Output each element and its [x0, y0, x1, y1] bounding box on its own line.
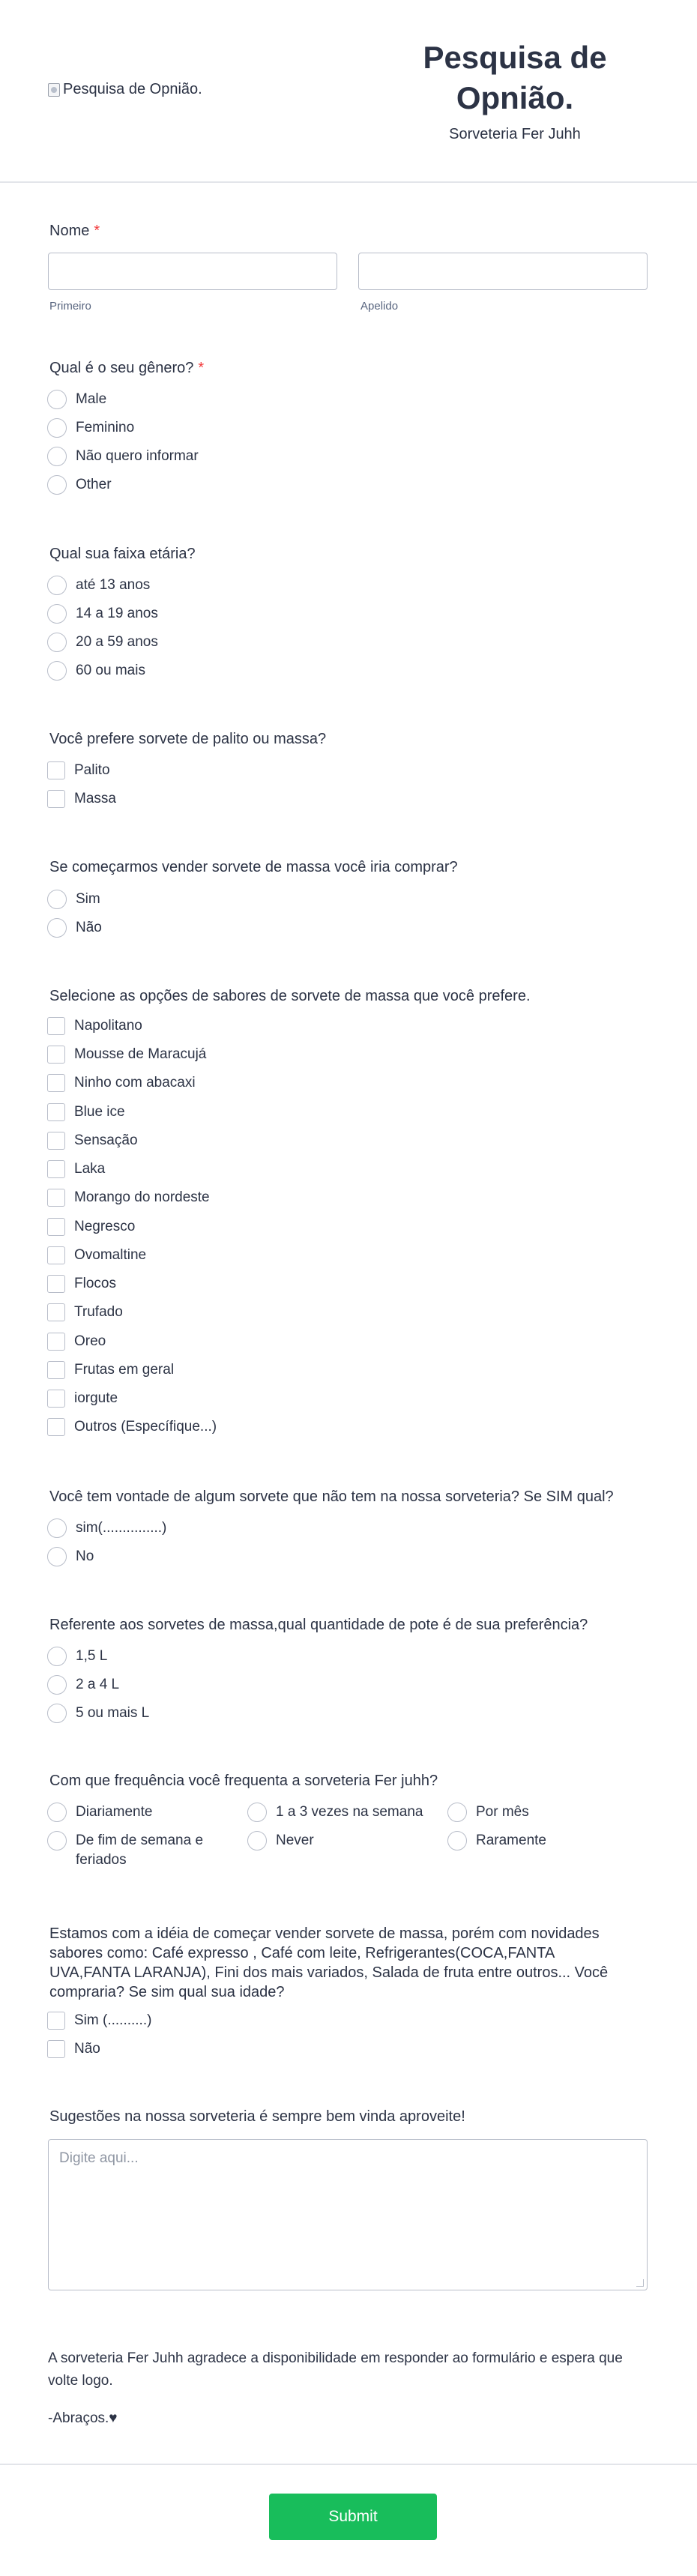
option-label: 5 ou mais L [76, 1705, 150, 1721]
option-label: Não [74, 2041, 100, 2057]
wish-option-no[interactable] [47, 1547, 94, 1566]
option-label: Trufado [74, 1304, 123, 1320]
option-label: Other [76, 477, 112, 492]
buy-option-sim[interactable] [47, 890, 100, 909]
option-label: Não [76, 920, 102, 935]
header-text [360, 37, 670, 143]
option-label: Diariamente [76, 1804, 153, 1820]
frequency-option-diariamente[interactable] [47, 1803, 152, 1822]
flavor-option[interactable] [47, 1103, 125, 1121]
thank-you-text [48, 2347, 648, 2392]
gender-option-nao-informar[interactable] [47, 447, 199, 466]
wish-option-sim[interactable] [47, 1518, 166, 1538]
radio-icon[interactable] [47, 475, 67, 495]
option-label: 2 a 4 L [76, 1677, 120, 1692]
thank-you-line: A sorveteria Fer Juhh agradece a disponibilidade em responder ao formulário e espera que [48, 2350, 623, 2366]
flavor-option[interactable] [47, 1390, 118, 1408]
option-label: Blue ice [74, 1104, 125, 1120]
option-label: No [76, 1548, 94, 1564]
radio-icon[interactable] [47, 1647, 67, 1666]
checkbox-icon[interactable] [47, 1418, 65, 1436]
flavor-option[interactable] [47, 1046, 206, 1064]
required-mark: * [94, 223, 100, 239]
radio-icon[interactable] [47, 1831, 67, 1850]
flavor-option[interactable] [47, 1160, 105, 1178]
novelty-label-line: sabores como: Café expresso , Café com leite, Refrigerantes(COCA,FANTA [49, 1945, 555, 1961]
radio-icon[interactable] [247, 1831, 267, 1850]
option-label: Flocos [74, 1276, 116, 1291]
radio-icon[interactable] [47, 390, 67, 409]
form-subtitle: Sorveteria Fer Juhh [449, 126, 581, 142]
age-option-3[interactable] [47, 633, 158, 652]
novelty-option-nao[interactable] [47, 2040, 100, 2058]
type-option-palito[interactable] [47, 761, 110, 779]
radio-icon[interactable] [47, 1704, 67, 1723]
option-label-line2: feriados [76, 1852, 127, 1868]
thank-you-line: volte logo. [48, 2373, 113, 2389]
option-label: Frutas em geral [74, 1362, 175, 1378]
novelty-label-line: Estamos com a idéia de começar vender sorvete de massa, porém com novidades [49, 1925, 600, 1942]
checkbox-icon[interactable] [47, 1246, 65, 1264]
radio-icon[interactable] [47, 1518, 67, 1538]
novelty-label [49, 1924, 649, 2002]
frequency-label: Com que frequência você frequenta a sorveteria Fer juhh? [49, 1773, 438, 1789]
option-label: Outros (Específique...) [74, 1419, 217, 1435]
option-label: até 13 anos [76, 577, 151, 593]
gender-label [49, 358, 204, 378]
option-label: 60 ou mais [76, 663, 145, 678]
radio-icon[interactable] [247, 1803, 267, 1822]
option-label: Oreo [74, 1333, 106, 1349]
option-label: 1 a 3 vezes na semana [276, 1804, 423, 1820]
frequency-option-fim-de-semana[interactable] [47, 1831, 203, 1870]
form-title [360, 37, 670, 118]
name-label [49, 221, 100, 241]
flavor-option[interactable] [47, 1074, 196, 1092]
option-label: Sim (..........) [74, 2012, 152, 2028]
checkbox-icon[interactable] [47, 1132, 65, 1150]
radio-icon[interactable] [47, 1675, 67, 1695]
flavor-option[interactable] [47, 1275, 116, 1293]
checkbox-icon[interactable] [47, 1275, 65, 1293]
checkbox-icon[interactable] [47, 1189, 65, 1207]
first-name-sublabel: Primeiro [49, 300, 91, 313]
suggestions-textarea[interactable] [48, 2139, 648, 2290]
checkbox-icon[interactable] [47, 2012, 65, 2030]
flavor-option[interactable] [47, 1132, 138, 1150]
checkbox-icon[interactable] [47, 1303, 65, 1321]
pot-label: Referente aos sorvetes de massa,qual quantidade de pote é de sua preferência? [49, 1617, 588, 1633]
wish-label: Você tem vontade de algum sorvete que não tem na nossa sorveteria? Se SIM qual? [49, 1488, 614, 1505]
gender-option-male[interactable] [47, 390, 106, 409]
frequency-option-never[interactable] [247, 1831, 314, 1850]
gender-option-feminino[interactable] [47, 418, 134, 438]
option-label: Napolitano [74, 1018, 142, 1034]
checkbox-icon[interactable] [47, 1046, 65, 1064]
last-name-sublabel: Apelido [360, 300, 399, 313]
option-label: 1,5 L [76, 1648, 108, 1664]
flavor-option[interactable] [47, 1333, 106, 1351]
last-name-input[interactable] [358, 253, 648, 290]
flavor-option[interactable] [47, 1017, 142, 1035]
age-option-2[interactable] [47, 604, 158, 624]
radio-icon[interactable] [47, 633, 67, 652]
radio-icon[interactable] [447, 1831, 467, 1850]
checkbox-icon[interactable] [47, 1333, 65, 1351]
pot-option-3[interactable] [47, 1704, 149, 1723]
name-label-text: Nome [49, 223, 90, 239]
option-label: Raramente [476, 1833, 546, 1848]
gender-option-other[interactable] [47, 475, 112, 495]
age-option-1[interactable] [47, 576, 150, 595]
required-mark: * [198, 360, 205, 376]
frequency-option-raramente[interactable] [447, 1831, 546, 1850]
option-label: iorgute [74, 1390, 118, 1406]
flavor-option[interactable] [47, 1361, 174, 1379]
flavor-option[interactable] [47, 1303, 123, 1321]
signoff-text: -Abraços.♥ [48, 2410, 118, 2426]
checkbox-icon[interactable] [47, 1361, 65, 1379]
option-label-line1: De fim de semana e [76, 1833, 204, 1848]
option-label: Feminino [76, 420, 135, 435]
checkbox-icon[interactable] [47, 1017, 65, 1035]
radio-icon[interactable] [47, 1803, 67, 1822]
option-label: Never [276, 1833, 314, 1848]
option-label: sim(...............) [76, 1520, 167, 1536]
novelty-label-line: compraria? Se sim qual sua idade? [49, 1984, 285, 2000]
novelty-option-sim[interactable] [47, 2012, 151, 2030]
suggestions-label: Sugestões na nossa sorveteria é sempre bem vinda aproveite! [49, 2108, 465, 2125]
option-label: Laka [74, 1161, 106, 1177]
form-header [0, 0, 697, 183]
checkbox-icon[interactable] [47, 761, 65, 779]
checkbox-icon[interactable] [47, 1074, 65, 1092]
option-label: Ovomaltine [74, 1247, 147, 1263]
radio-icon[interactable] [47, 661, 67, 681]
radio-icon[interactable] [47, 1547, 67, 1566]
buy-label: Se começarmos vender sorvete de massa você iria comprar? [49, 859, 458, 875]
type-label: Você prefere sorvete de palito ou massa? [49, 731, 327, 747]
frequency-option-mes[interactable] [447, 1803, 529, 1822]
broken-image-icon [48, 83, 60, 97]
option-label: Massa [74, 791, 116, 806]
radio-icon[interactable] [47, 890, 67, 909]
checkbox-icon[interactable] [47, 790, 65, 808]
option-label: Mousse de Maracujá [74, 1046, 207, 1062]
flavor-option[interactable] [47, 1218, 135, 1236]
header-image [48, 81, 202, 98]
age-label: Qual sua faixa etária? [49, 546, 196, 562]
novelty-label-line: UVA,FANTA LARANJA), Fini dos mais variados, Salada de fruta entre outros... Você [49, 1964, 609, 1981]
suggestions-placeholder: Digite aqui... [59, 2150, 139, 2166]
form-title-line2: Opnião. [456, 80, 574, 115]
radio-icon[interactable] [47, 576, 67, 595]
option-label: 14 a 19 anos [76, 606, 158, 621]
checkbox-icon[interactable] [47, 1218, 65, 1236]
checkbox-icon[interactable] [47, 1160, 65, 1178]
pot-option-1[interactable] [47, 1647, 107, 1666]
flavor-option[interactable] [47, 1189, 210, 1207]
flavor-option[interactable] [47, 1246, 146, 1264]
submit-button[interactable]: Submit [269, 2494, 437, 2540]
resize-handle-icon[interactable] [636, 2279, 644, 2287]
age-option-4[interactable] [47, 661, 145, 681]
option-label: Não quero informar [76, 448, 199, 464]
flavor-option[interactable] [47, 1418, 217, 1436]
option-label [76, 1831, 203, 1870]
gender-label-text: Qual é o seu gênero? [49, 360, 194, 376]
radio-icon[interactable] [447, 1803, 467, 1822]
option-label: Sim [76, 891, 100, 907]
frequency-option-semana[interactable] [247, 1803, 423, 1822]
option-label: Ninho com abacaxi [74, 1075, 196, 1091]
first-name-input[interactable] [48, 253, 337, 290]
radio-icon[interactable] [47, 918, 67, 938]
checkbox-icon[interactable] [47, 1390, 65, 1408]
radio-icon[interactable] [47, 418, 67, 438]
checkbox-icon[interactable] [47, 2040, 65, 2058]
option-label: Por mês [476, 1804, 529, 1820]
option-label: 20 a 59 anos [76, 634, 158, 650]
radio-icon[interactable] [47, 604, 67, 624]
radio-icon[interactable] [47, 447, 67, 466]
option-label: Negresco [74, 1219, 136, 1234]
option-label: Male [76, 391, 107, 407]
option-label: Sensação [74, 1132, 138, 1148]
buy-option-nao[interactable] [47, 918, 102, 938]
type-option-massa[interactable] [47, 790, 116, 808]
flavors-label: Selecione as opções de sabores de sorvete de massa que você prefere. [49, 988, 531, 1004]
checkbox-icon[interactable] [47, 1103, 65, 1121]
header-image-alt: Pesquisa de Opnião. [63, 81, 202, 97]
form-title-line1: Pesquisa de [423, 40, 607, 75]
pot-option-2[interactable] [47, 1675, 119, 1695]
option-label: Morango do nordeste [74, 1189, 210, 1205]
option-label: Palito [74, 762, 110, 778]
